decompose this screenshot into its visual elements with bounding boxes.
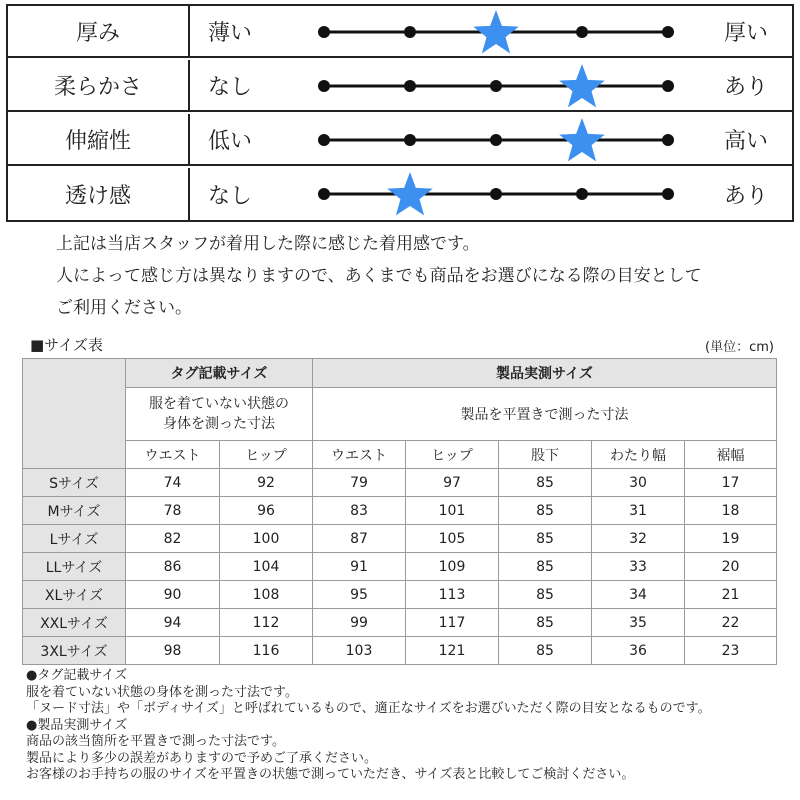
size-value: 21: [685, 581, 777, 609]
scale-point: [662, 188, 674, 200]
col-header: 裾幅: [685, 441, 777, 469]
feel-scale: [308, 6, 688, 58]
size-value: 92: [220, 469, 313, 497]
scale-point: [490, 80, 502, 92]
size-label: Sサイズ: [23, 469, 126, 497]
feel-max-word: 高い: [724, 128, 769, 154]
rating-star-icon: [473, 10, 519, 53]
size-value: 17: [685, 469, 777, 497]
size-table-title: ■サイズ表: [30, 336, 103, 354]
size-value: 94: [126, 609, 220, 637]
rating-star-icon: [387, 172, 433, 215]
scale-point: [318, 188, 330, 200]
size-value: 109: [406, 553, 499, 581]
table-row: [23, 469, 777, 497]
size-value: 105: [406, 525, 499, 553]
scale-point: [490, 188, 502, 200]
size-table: [22, 358, 777, 665]
footnote-line: 服を着ていない状態の身体を測った寸法です。: [26, 684, 298, 700]
size-value: 33: [592, 553, 685, 581]
feel-scale: [308, 114, 688, 166]
feel-row-sheerness: [8, 168, 792, 220]
size-value: 101: [406, 497, 499, 525]
table-row: [23, 581, 777, 609]
size-value: 108: [220, 581, 313, 609]
size-value: 36: [592, 637, 685, 665]
size-value: 85: [499, 581, 592, 609]
size-table-unit: (単位：cm): [705, 340, 774, 355]
feel-chart: [6, 4, 794, 222]
size-value: 121: [406, 637, 499, 665]
feel-scale: [308, 60, 688, 112]
size-value: 35: [592, 609, 685, 637]
tag-desc-line: 身体を測った寸法: [163, 416, 275, 432]
size-value: 86: [126, 553, 220, 581]
size-value: 91: [313, 553, 406, 581]
size-value: 98: [126, 637, 220, 665]
col-header: ヒップ: [406, 441, 499, 469]
scale-point: [318, 134, 330, 146]
feel-max-word: 厚い: [724, 20, 769, 46]
feel-min-word: 低い: [208, 128, 253, 154]
feel-max-word: あり: [724, 183, 769, 209]
size-value: 30: [592, 469, 685, 497]
rating-star-icon: [559, 118, 605, 161]
scale-point: [404, 80, 416, 92]
feel-min-word: なし: [208, 74, 253, 100]
feel-scale: [308, 168, 688, 220]
size-label: XLサイズ: [23, 581, 126, 609]
size-label: XXLサイズ: [23, 609, 126, 637]
size-value: 87: [313, 525, 406, 553]
size-value: 22: [685, 609, 777, 637]
note-line: ご利用ください。: [56, 298, 192, 318]
size-value: 99: [313, 609, 406, 637]
col-header: ウエスト: [313, 441, 406, 469]
footnote-title: ●タグ記載サイズ: [26, 668, 128, 683]
size-value: 85: [499, 525, 592, 553]
size-value: 96: [220, 497, 313, 525]
size-value: 97: [406, 469, 499, 497]
rating-star-icon: [559, 64, 605, 107]
note-line: 人によって感じ方は異なりますので、あくまでも商品をお選びになる際の目安として: [56, 266, 702, 286]
size-table-body: [23, 469, 777, 665]
scale-point: [404, 134, 416, 146]
tag-desc-line: 服を着ていない状態の: [149, 396, 289, 412]
size-value: 85: [499, 609, 592, 637]
size-value: 90: [126, 581, 220, 609]
corner-cell: [23, 359, 126, 469]
feel-label: 透け感: [8, 168, 190, 220]
footnote-line: 「ヌード寸法」や「ボディサイズ」と呼ばれているもので、適正なサイズをお選びいただく際の目安となるものです。: [26, 701, 711, 716]
size-value: 83: [313, 497, 406, 525]
scale-point: [318, 26, 330, 38]
feel-max-word: あり: [724, 74, 769, 100]
feel-label: 厚み: [8, 6, 190, 56]
size-footnotes: [26, 668, 711, 784]
scale-point: [404, 26, 416, 38]
size-label: LLサイズ: [23, 553, 126, 581]
size-value: 31: [592, 497, 685, 525]
size-value: 100: [220, 525, 313, 553]
size-value: 23: [685, 637, 777, 665]
scale-point: [662, 26, 674, 38]
feel-row-stretch: [8, 114, 792, 166]
note-line: 上記は当店スタッフが着用した際に感じた着用感です。: [56, 234, 480, 254]
table-row: [23, 637, 777, 665]
size-value: 116: [220, 637, 313, 665]
size-value: 85: [499, 553, 592, 581]
size-value: 78: [126, 497, 220, 525]
size-value: 113: [406, 581, 499, 609]
tag-size-desc: [126, 388, 313, 441]
scale-point: [662, 80, 674, 92]
size-value: 19: [685, 525, 777, 553]
feel-label: 伸縮性: [8, 114, 190, 164]
size-value: 32: [592, 525, 685, 553]
size-value: 20: [685, 553, 777, 581]
size-value: 85: [499, 497, 592, 525]
size-value: 79: [313, 469, 406, 497]
footnote-line: 製品により多少の誤差がありますので予めご了承ください。: [26, 750, 378, 766]
size-value: 103: [313, 637, 406, 665]
scale-point: [662, 134, 674, 146]
footnote-line: お客様のお手持ちの服のサイズを平置きの状態で測っていただき、サイズ表と比較してご検討ください。: [26, 767, 635, 782]
table-row: [23, 497, 777, 525]
size-value: 18: [685, 497, 777, 525]
footnote-line: 商品の該当箇所を平置きで測った寸法です。: [26, 734, 285, 749]
table-row: [23, 553, 777, 581]
size-value: 34: [592, 581, 685, 609]
size-value: 95: [313, 581, 406, 609]
feel-min-word: なし: [208, 183, 253, 209]
feel-label: 柔らかさ: [8, 60, 190, 110]
table-row: [23, 525, 777, 553]
size-value: 74: [126, 469, 220, 497]
size-value: 104: [220, 553, 313, 581]
feel-row-softness: [8, 60, 792, 112]
col-header: ウエスト: [126, 441, 220, 469]
table-row: [23, 609, 777, 637]
scale-point: [576, 26, 588, 38]
scale-point: [490, 134, 502, 146]
col-header: 股下: [499, 441, 592, 469]
size-value: 112: [220, 609, 313, 637]
feel-note: [56, 228, 702, 324]
size-label: Lサイズ: [23, 525, 126, 553]
size-value: 82: [126, 525, 220, 553]
size-value: 85: [499, 469, 592, 497]
size-value: 117: [406, 609, 499, 637]
feel-row-thickness: [8, 6, 792, 58]
feel-min-word: 薄い: [208, 20, 253, 46]
size-label: Mサイズ: [23, 497, 126, 525]
product-size-desc: 製品を平置きで測った寸法: [313, 388, 777, 441]
tag-size-header: タグ記載サイズ: [126, 359, 313, 388]
col-header: ヒップ: [220, 441, 313, 469]
footnote-title: ●製品実測サイズ: [26, 717, 128, 733]
product-size-header: 製品実測サイズ: [313, 359, 777, 388]
size-label: 3XLサイズ: [23, 637, 126, 665]
size-value: 85: [499, 637, 592, 665]
scale-point: [576, 188, 588, 200]
col-header: わたり幅: [592, 441, 685, 469]
scale-point: [318, 80, 330, 92]
